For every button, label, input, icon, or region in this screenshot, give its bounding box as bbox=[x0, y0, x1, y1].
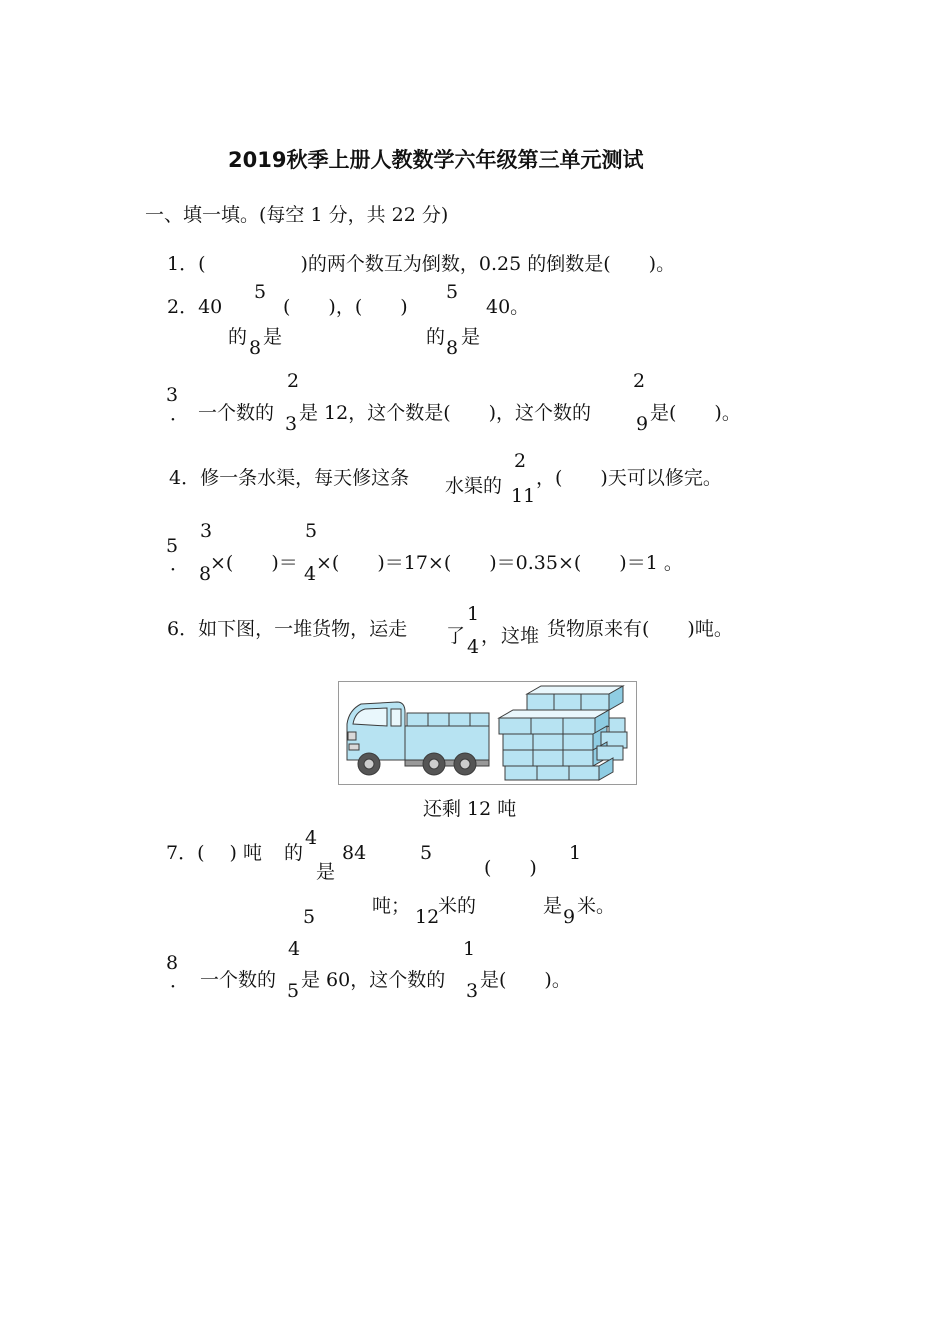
q2-fraction-den-1: 8 bbox=[249, 337, 262, 359]
q7-fraction-den-5: 5 bbox=[303, 906, 316, 928]
q8-fraction-num-4: 4 bbox=[288, 938, 301, 960]
q8-dot: ． bbox=[170, 970, 190, 992]
q3-dot: ． bbox=[170, 403, 190, 425]
q2-de-1: 的 bbox=[228, 326, 248, 348]
q5-fraction-den-2: 4 bbox=[304, 563, 317, 585]
q7-fraction-den-9: 9 bbox=[563, 906, 576, 928]
q3-text-a: 一个数的 bbox=[198, 402, 275, 424]
q8-number: 8 bbox=[166, 952, 179, 974]
q7-blank: ( ) bbox=[484, 857, 537, 879]
q5-fraction-num-1: 3 bbox=[200, 520, 213, 542]
q7-shi-2: 是 bbox=[543, 895, 563, 917]
page-title: 2019秋季上册人教数学六年级第三单元测试 bbox=[228, 148, 644, 172]
q5-dot: ． bbox=[170, 553, 190, 575]
q5-text-a: ×( )＝ bbox=[210, 552, 298, 574]
q2-shi-1: 是 bbox=[263, 326, 283, 348]
q6-comma: ， bbox=[481, 625, 501, 647]
q2-end: 40。 bbox=[486, 296, 530, 318]
q4-text-c: ，( )天可以修完。 bbox=[536, 467, 722, 489]
q6-text-a: 6．如下图，一堆货物，运走 bbox=[167, 618, 408, 640]
q5-number: 5 bbox=[166, 535, 179, 557]
q5-text-b: ×( )＝17×( )＝0.35×( )＝1 。 bbox=[316, 552, 683, 574]
cargo-stack bbox=[499, 686, 627, 780]
q7-fraction-num-1: 1 bbox=[569, 842, 582, 864]
q7-fraction-num-5: 5 bbox=[420, 842, 433, 864]
q8-text-a: 一个数的 bbox=[200, 969, 277, 991]
q3-text-b: 是 12，这个数是( )，这个数的 bbox=[299, 402, 592, 424]
q2-number: 2．40 bbox=[167, 296, 223, 318]
truck-cargo-figure bbox=[338, 681, 637, 785]
q4-text-a: 4．修一条水渠，每天修这条 bbox=[169, 467, 410, 489]
q7-mi-2: 米。 bbox=[577, 895, 616, 917]
q3-fraction-den-2: 9 bbox=[636, 413, 649, 435]
q2-shi-2: 是 bbox=[461, 326, 481, 348]
q6-text-b: 这堆 bbox=[501, 625, 540, 647]
truck-bed bbox=[405, 726, 489, 760]
q4-fraction-den: 11 bbox=[511, 485, 536, 507]
q7-mi: 米的 bbox=[438, 895, 477, 917]
q2-fraction-den-2: 8 bbox=[446, 337, 459, 359]
q4-text-b: 水渠的 bbox=[445, 475, 503, 497]
q3-text-c: 是( )。 bbox=[650, 402, 741, 424]
q8-text-b: 是 60，这个数的 bbox=[301, 969, 446, 991]
q6-text-c: 货物原来有( )吨。 bbox=[547, 618, 733, 640]
q7-shi: 是 bbox=[316, 861, 336, 883]
q6-fraction-num: 1 bbox=[467, 603, 480, 625]
q5-fraction-den-1: 8 bbox=[199, 563, 212, 585]
q3-fraction-num-2: 2 bbox=[633, 370, 646, 392]
q3-number: 3 bbox=[166, 384, 179, 406]
q6-le: 了 bbox=[446, 625, 466, 647]
q8-text-c: 是( )。 bbox=[480, 969, 571, 991]
figure-caption: 还剩 12 吨 bbox=[423, 798, 517, 820]
q8-fraction-den-3: 3 bbox=[466, 980, 479, 1002]
q3-fraction-num-1: 2 bbox=[287, 370, 300, 392]
q4-fraction-num: 2 bbox=[514, 450, 527, 472]
q2-fraction-num-2: 5 bbox=[446, 281, 459, 303]
q2-de-2: 的 bbox=[426, 326, 446, 348]
q7-text-a: 7．( ) 吨 bbox=[166, 842, 262, 864]
q7-fraction-num-4: 4 bbox=[305, 827, 318, 849]
q3-fraction-den-1: 3 bbox=[285, 413, 298, 435]
question-1: 1．( )的两个数互为倒数，0.25 的倒数是( )。 bbox=[167, 253, 676, 275]
q2-fraction-num-1: 5 bbox=[254, 281, 267, 303]
q8-fraction-num-1: 1 bbox=[463, 938, 476, 960]
truck-cargo-illustration bbox=[339, 682, 636, 784]
q7-de: 的 bbox=[284, 842, 304, 864]
q7-fraction-den-12: 12 bbox=[415, 906, 440, 928]
q5-fraction-num-2: 5 bbox=[305, 520, 318, 542]
section-heading: 一、填一填。(每空 1 分，共 22 分) bbox=[145, 204, 449, 226]
q6-fraction-den: 4 bbox=[467, 636, 480, 658]
q7-dun: 吨； bbox=[372, 895, 411, 917]
q8-fraction-den-5: 5 bbox=[287, 980, 300, 1002]
q7-84: 84 bbox=[342, 842, 367, 864]
q2-blanks: ( )，( ) bbox=[283, 296, 408, 318]
